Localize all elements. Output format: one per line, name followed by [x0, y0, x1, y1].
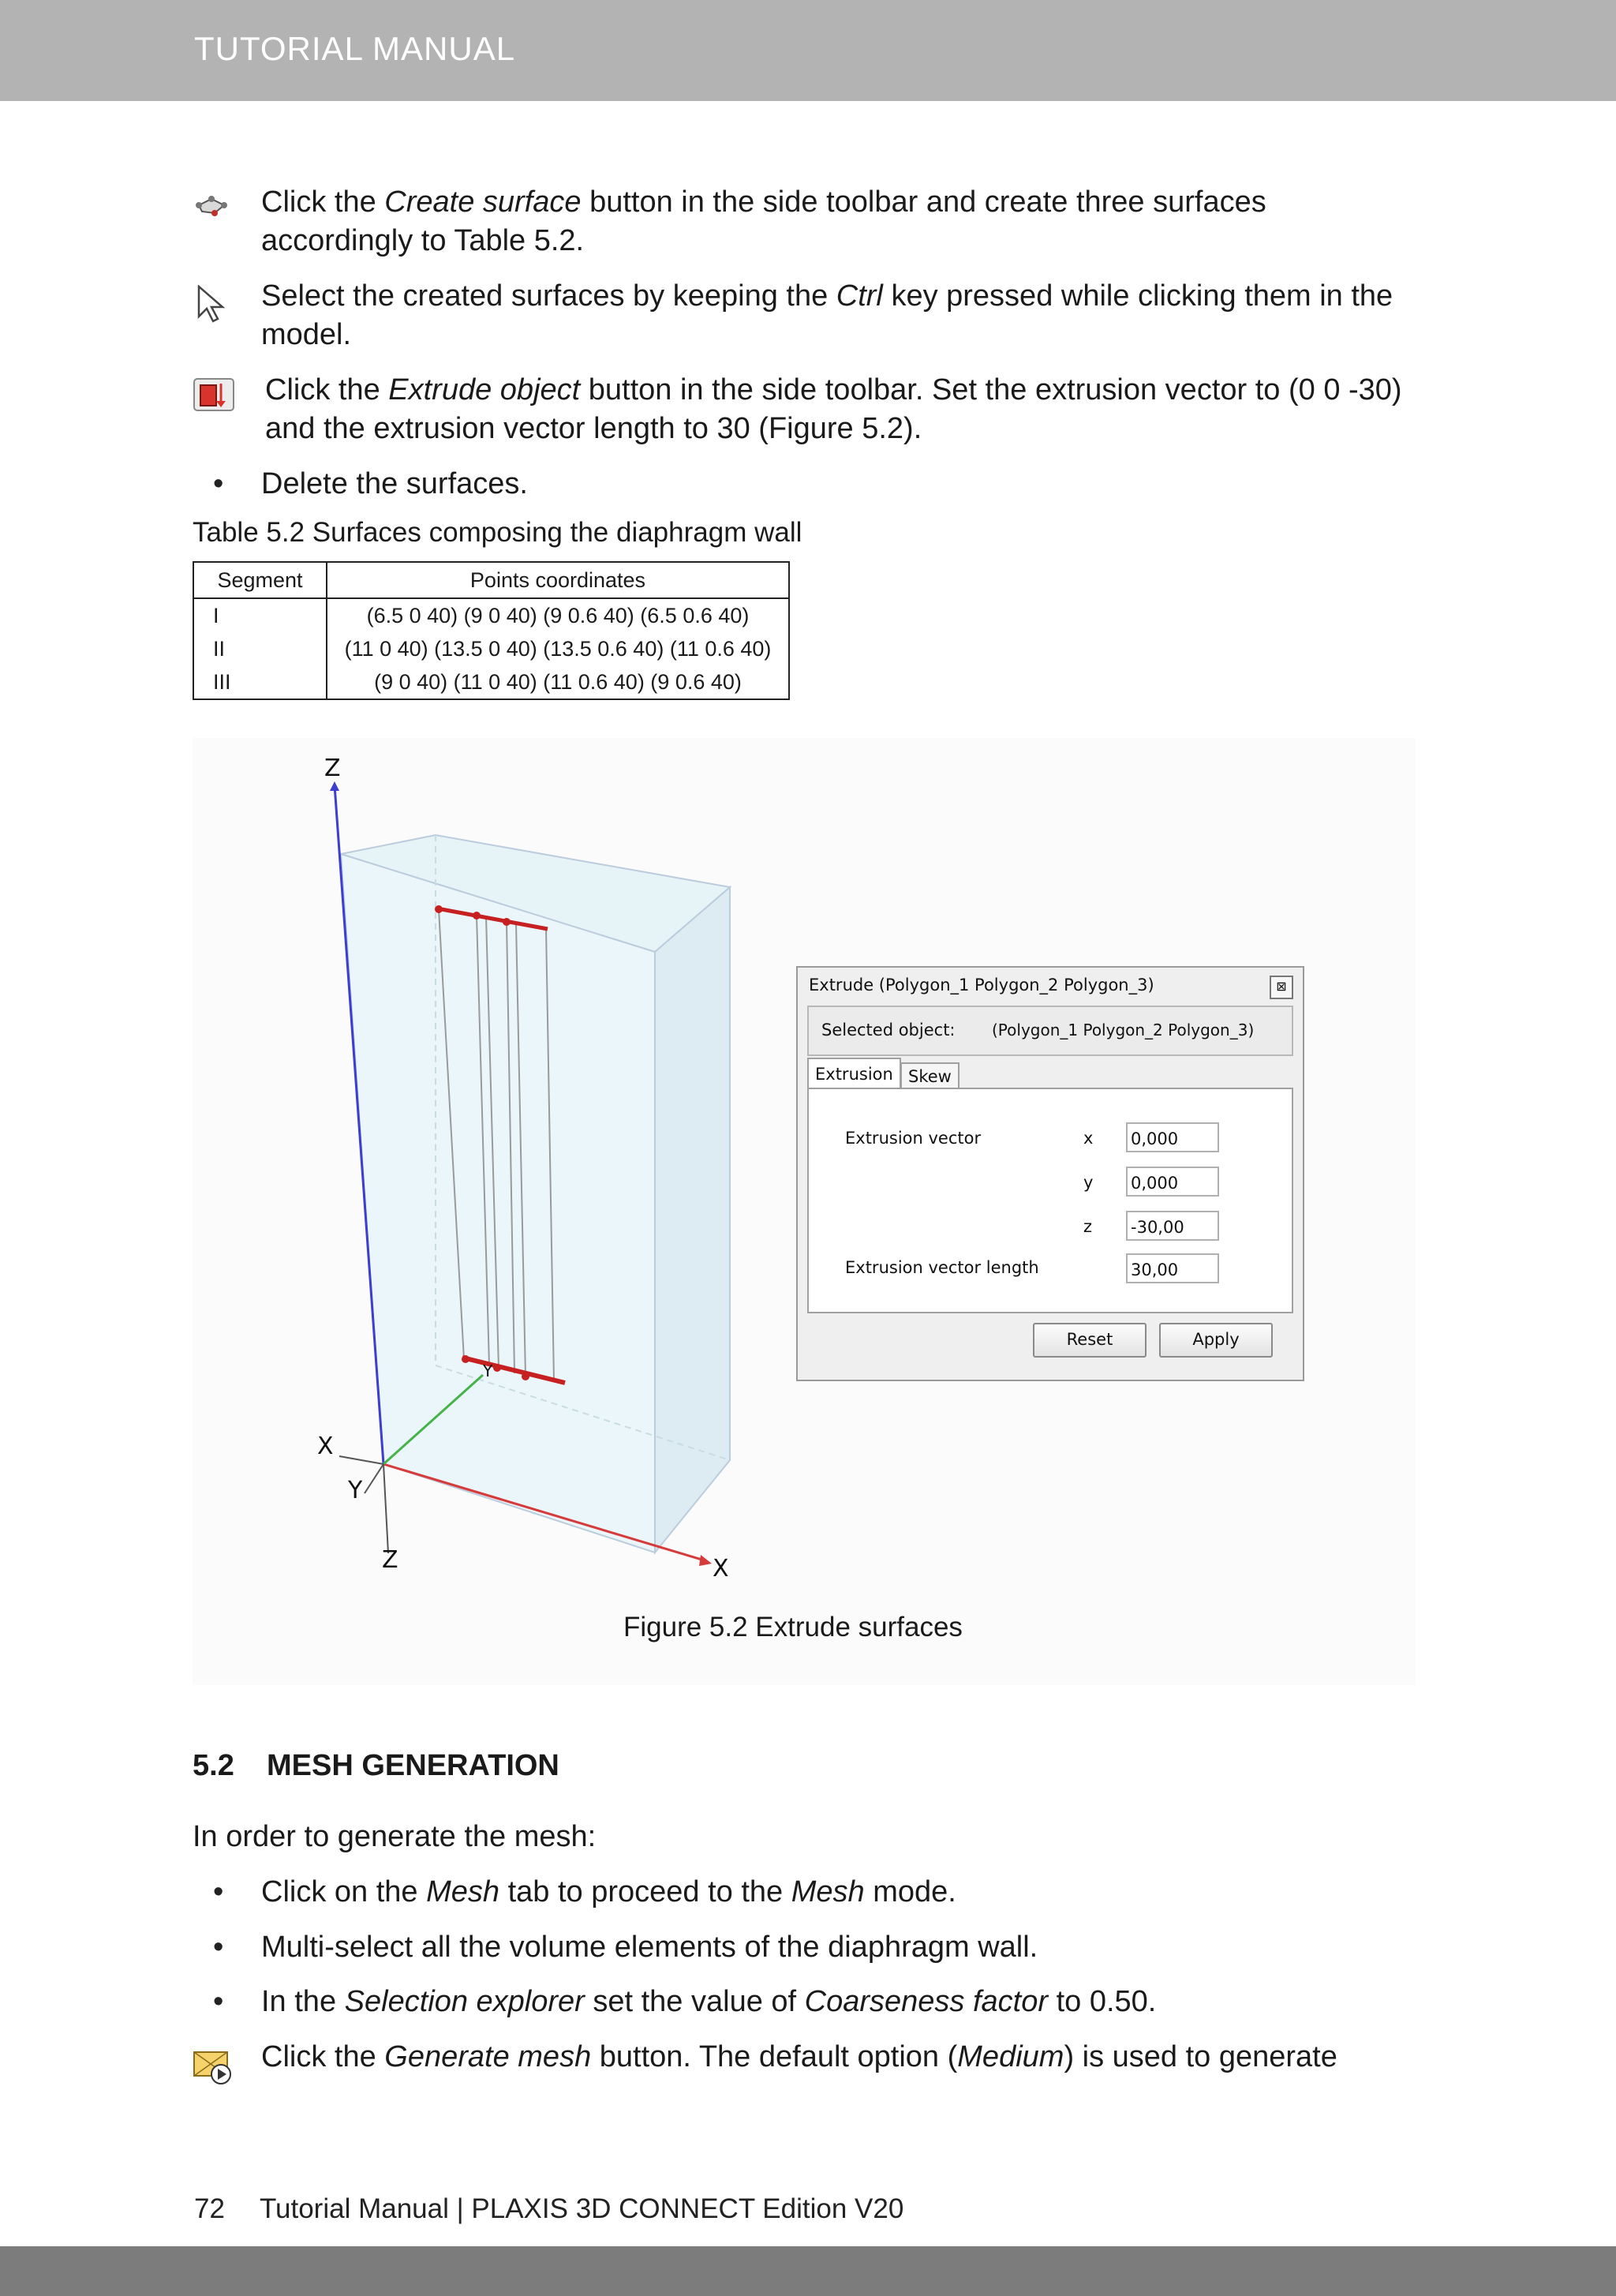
extrusion-vector-label: Extrusion vector — [845, 1129, 982, 1148]
extrude-dialog — [796, 966, 1304, 1381]
step-text: Click the Extrude object button in the side toolbar. Set the extrusion vector to (0 0 -30) and the extrusion vector length to 30 (Figure 5.2). — [265, 373, 1402, 445]
table-header-points: Points coordinates — [327, 562, 789, 598]
table-caption: Table 5.2 Surfaces composing the diaphragm wall — [193, 517, 802, 548]
point-marker — [522, 1373, 529, 1380]
table-cell-points: (6.5 0 40) (9 0 40) (9 0.6 40) (6.5 0.6 40) — [327, 598, 789, 632]
extrusion-panel — [807, 1088, 1293, 1313]
footer-title: Tutorial Manual | PLAXIS 3D CONNECT Edition V20 — [259, 2193, 904, 2224]
axis-label-x-bottom: X — [713, 1555, 729, 1582]
running-header: TUTORIAL MANUAL — [194, 30, 516, 67]
bullet: • — [213, 1985, 224, 2018]
axis-gizmo-x — [339, 1456, 383, 1464]
table-cell-segment: II — [193, 632, 327, 665]
z-label: z — [1083, 1217, 1093, 1236]
close-icon[interactable]: ⊠ — [1270, 976, 1293, 999]
generate-mesh-icon — [193, 2049, 240, 2096]
step-text: Multi-select all the volume elements of the diaphragm wall. — [261, 1931, 1038, 1964]
z-axis-arrow — [330, 781, 339, 791]
bullet: • — [213, 1875, 224, 1908]
step-text: Click the Generate mesh button. The default option (Medium) is used to generate — [261, 2040, 1337, 2073]
extrusion-y-input[interactable]: 0,000 — [1126, 1167, 1219, 1197]
tab-extrusion[interactable]: Extrusion — [807, 1058, 901, 1089]
step-text: Select the created surfaces by keeping the Ctrl key pressed while clicking them in the model. — [261, 279, 1393, 351]
y-label: y — [1083, 1173, 1094, 1192]
extrusion-z-input[interactable]: -30,00 — [1126, 1211, 1219, 1241]
section-heading — [193, 1749, 559, 1783]
step-coarseness — [193, 1983, 1408, 2022]
intro-paragraph — [193, 1818, 1408, 1857]
point-marker — [503, 918, 511, 926]
extrusion-length-label: Extrusion vector length — [845, 1258, 1039, 1277]
point-marker — [493, 1364, 501, 1372]
section-number: 5.2 — [193, 1749, 234, 1782]
box-side-face — [655, 887, 730, 1553]
step-generate-mesh — [193, 2038, 1408, 2077]
table-cell-points: (9 0 40) (11 0 40) (11 0.6 40) (9 0.6 40) — [327, 665, 789, 699]
axis-label-y-mid: Y — [483, 1361, 493, 1380]
selected-object-label: Selected object: — [821, 1021, 956, 1039]
apply-button[interactable]: Apply — [1159, 1323, 1273, 1358]
axis-gizmo-y — [365, 1464, 383, 1493]
step-multi-select — [193, 1928, 1408, 1968]
bullet: • — [213, 467, 224, 500]
point-marker — [462, 1355, 469, 1363]
section-title: MESH GENERATION — [267, 1749, 559, 1782]
table-cell-segment: III — [193, 665, 327, 699]
bullet: • — [213, 1931, 224, 1964]
axis-label-z-top: Z — [324, 755, 341, 782]
tab-skew[interactable]: Skew — [900, 1062, 960, 1089]
selected-object-value: (Polygon_1 Polygon_2 Polygon_3) — [992, 1021, 1255, 1039]
axis-label-y-left: Y — [348, 1477, 363, 1504]
axis-label-x-left: X — [317, 1433, 334, 1460]
box-front-face — [341, 854, 655, 1553]
step-text: Delete the surfaces. — [261, 467, 528, 500]
point-marker — [435, 905, 443, 913]
table-header-segment: Segment — [193, 562, 327, 598]
dialog-title: Extrude (Polygon_1 Polygon_2 Polygon_3) — [809, 976, 1154, 994]
x-label: x — [1083, 1129, 1094, 1148]
page-number: 72 — [194, 2193, 225, 2224]
table-cell-segment: I — [193, 598, 327, 632]
footer-bar — [0, 2246, 1616, 2296]
step-text: Click on the Mesh tab to proceed to the Mesh mode. — [261, 1875, 956, 1908]
step-text: Click the Create surface button in the side toolbar and create three surfaces accordingly to Table 5.2. — [261, 185, 1266, 257]
axis-gizmo-z — [383, 1464, 388, 1553]
step-text: In the Selection explorer set the value of Coarseness factor to 0.50. — [261, 1985, 1157, 2018]
x-axis-arrow — [699, 1555, 712, 1566]
table-cell-points: (11 0 40) (13.5 0 40) (13.5 0.6 40) (11 0.6 40) — [327, 632, 789, 665]
page-footer — [194, 2193, 903, 2225]
point-marker — [473, 912, 481, 920]
figure-caption: Figure 5.2 Extrude surfaces — [623, 1612, 963, 1642]
extrusion-length-input[interactable]: 30,00 — [1126, 1253, 1219, 1283]
axis-label-z-bottom: Z — [382, 1546, 398, 1574]
intro-text: In order to generate the mesh: — [193, 1820, 597, 1853]
reset-button[interactable]: Reset — [1033, 1323, 1147, 1358]
step-mesh-tab — [193, 1873, 1408, 1912]
extrusion-x-input[interactable]: 0,000 — [1126, 1122, 1219, 1152]
